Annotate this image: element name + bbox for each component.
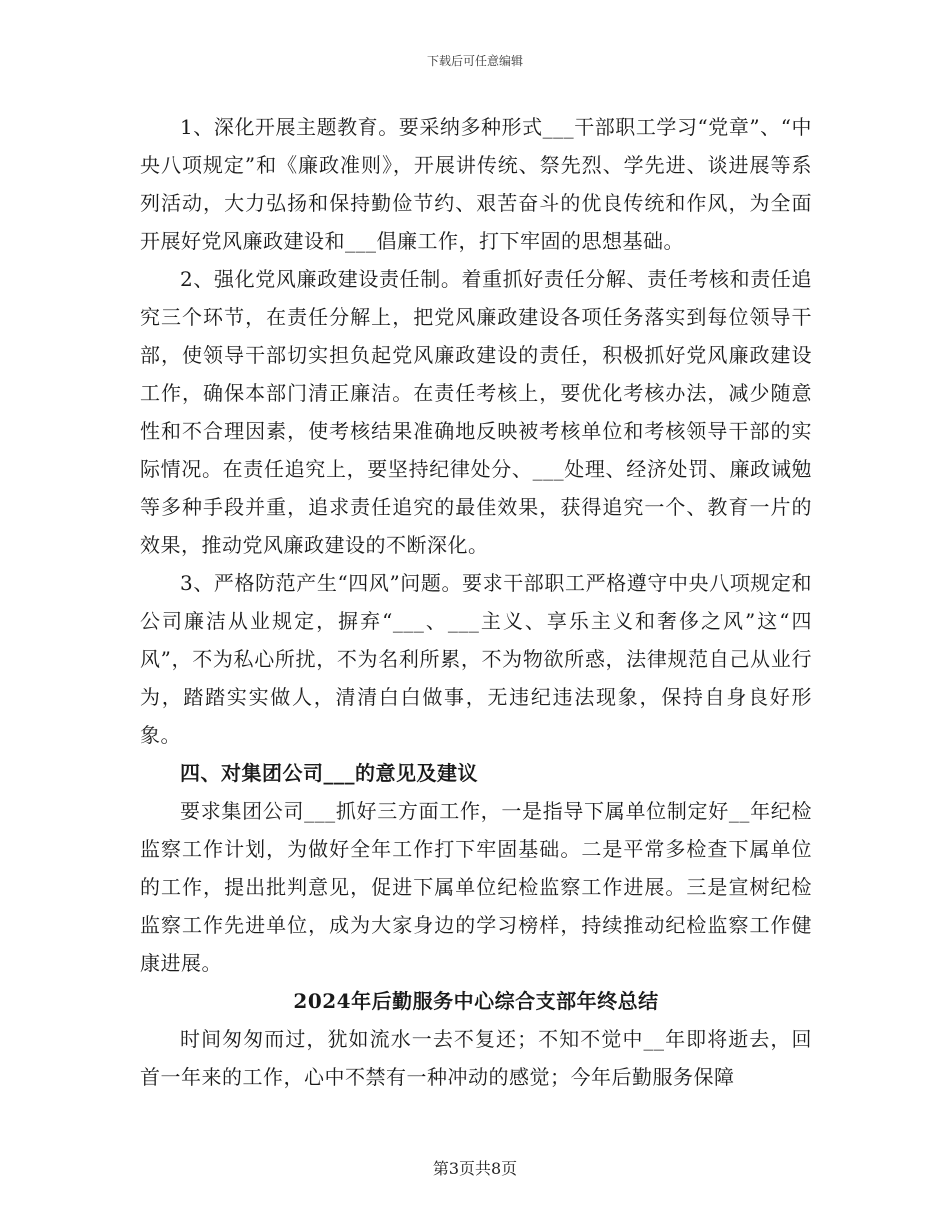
document-title: 2024年后勤服务中心综合支部年终总结	[293, 989, 659, 1013]
document-body	[140, 108, 812, 1096]
section-heading-suggestions: 四、对集团公司___的意见及建议	[180, 761, 478, 785]
paragraph-summary-intro: 时间匆匆而过，犹如流水一去不复还；不知不觉中__年即将逝去，回首一年来的工作，心中不禁有一种冲动的感觉；今年后勤服务保障	[140, 1027, 812, 1089]
paragraph-responsibility-system: 2、强化党风廉政建设责任制。着重抓好责任分解、责任考核和责任追究三个环节，在责任分解上，把党风廉政建设各项任务落实到每位领导干部，使领导干部切实担负起党风廉政建设的责任，积极抓好党风廉政建设工作，确保本部门清正廉洁。在责任考核上，要优化考核办法，减少随意性和不合理因素，使考核结果准确地反映被考核单位和考核领导干部的实际情况。在责任追究上，要坚持纪律处分、___处理、经济处罚、廉政诫勉等多种手段并重，追求责任追究的最佳效果，获得追究一个、教育一片的效果，推动党风廉政建设的不断深化。	[140, 267, 812, 557]
page-header: 下载后可任意编辑	[426, 54, 523, 68]
paragraph-four-winds: 3、严格防范产生“四风”问题。要求干部职工严格遵守中央八项规定和公司廉洁从业规定，摒弃“___、___主义、享乐主义和奢侈之风”这“四风”，不为私心所扰，不为名利所累，不为物欲所惑，法律规范自己从业行为，踏踏实实做人，清清白白做事，无违纪违法现象，保持自身良好形象。	[140, 571, 812, 747]
paragraph-suggestions: 要求集团公司___抓好三方面工作，一是指导下属单位制定好__年纪检监察工作计划，为做好全年工作打下牢固基础。二是平常多检查下属单位的工作，提出批判意见，促进下属单位纪检监察工作进展。三是宣树纪检监察工作先进单位，成为大家身边的学习榜样，持续推动纪检监察工作健康进展。	[140, 799, 812, 975]
paragraph-theme-education: 1、深化开展主题教育。要采纳多种形式___干部职工学习“党章”、“中央八项规定”和《廉政准则》，开展讲传统、祭先烈、学先进、谈进展等系列活动，大力弘扬和保持勤俭节约、艰苦奋斗的优良传统和作风，为全面开展好党风廉政建设和___倡廉工作，打下牢固的思想基础。	[140, 115, 812, 253]
page-number: 第3页共8页	[432, 1159, 518, 1178]
